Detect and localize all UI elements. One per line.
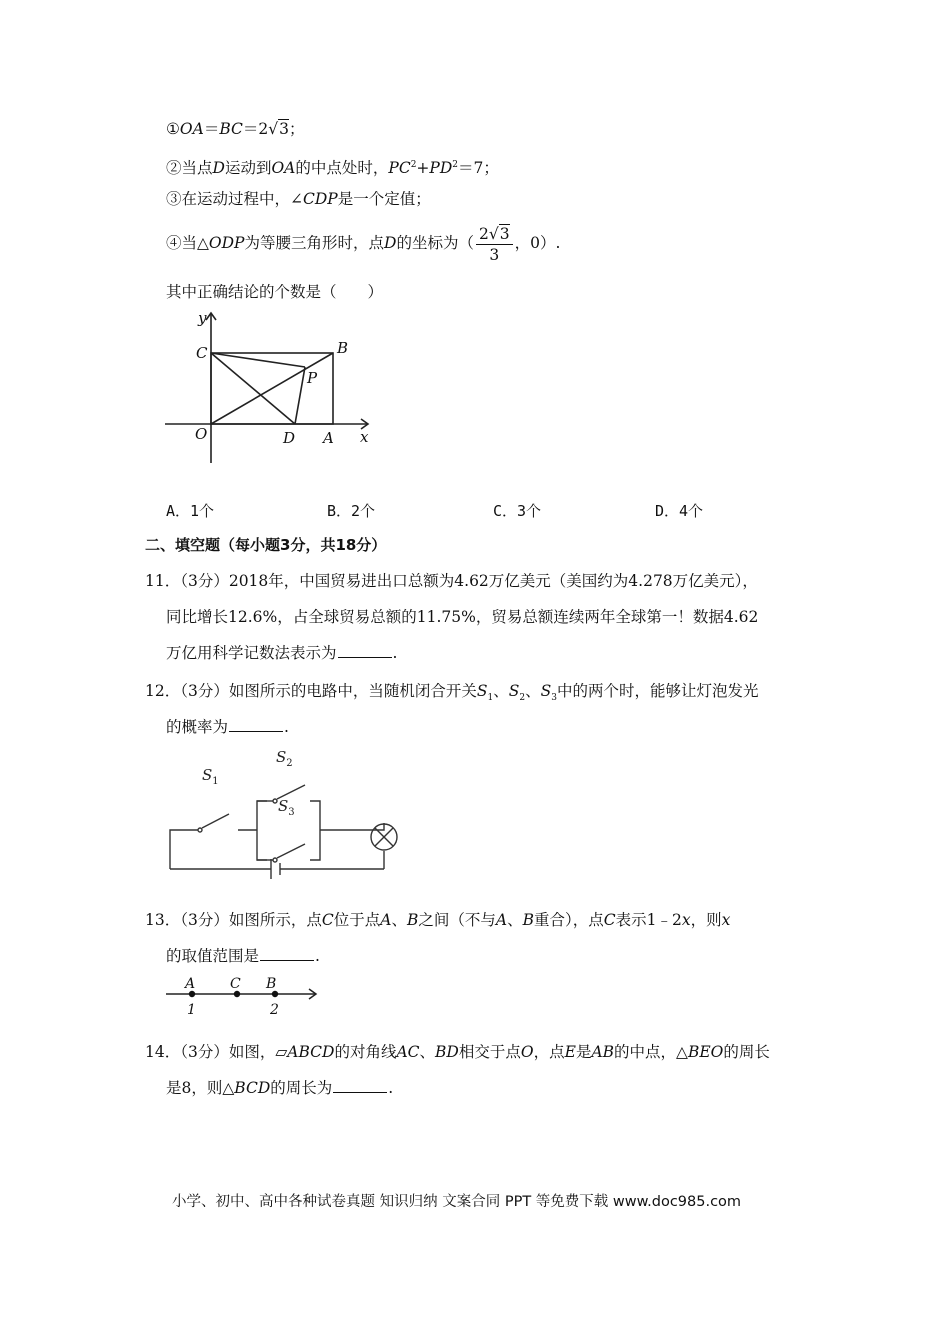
conclusion-2: ②当点D运动到OA的中点处时，$PC^2+PD^2=7$； — [166, 159, 499, 178]
label-x: x — [360, 428, 369, 446]
page-footer: 小学、初中、高中各种试卷真题 知识归纳 文案合同 PPT 等免费下载 www.doc985.com — [172, 1194, 742, 1210]
label-d: D — [283, 429, 296, 447]
conclusion-4: ④当△ODP为等腰三角形时，点D的坐标为（ $\frac{2√3}{3}$ ，0）. — [166, 224, 561, 264]
switch-s2-pivot — [273, 799, 277, 803]
label-s2: $S_2$ — [276, 748, 293, 769]
label-s3: $S_3$ — [278, 797, 295, 818]
junction-right — [310, 801, 320, 860]
q13-line-2: 的取值范围是 . — [166, 947, 320, 965]
choice-b[interactable]: B．2个 — [327, 502, 376, 520]
choice-d[interactable]: D．4个 — [655, 502, 704, 520]
q12-line-2: 的概率为 . — [166, 718, 289, 736]
label-s1: $S_1$ — [202, 766, 219, 787]
segment-pd — [295, 367, 305, 424]
switch-s3-pivot — [273, 858, 277, 862]
label-c: C — [196, 344, 208, 362]
switch-s3-blade — [277, 844, 305, 858]
fraction: $\frac{2√3}{3}$ — [476, 224, 513, 265]
q14-line-2: 是8，则△BCD的周长为 . — [166, 1079, 394, 1097]
q11-line-3: 万亿用科学记数法表示为 . — [166, 644, 398, 662]
junction-left — [257, 801, 267, 860]
label-o: O — [195, 425, 208, 443]
answer-blank[interactable] — [229, 717, 283, 732]
figure-circuit — [160, 742, 410, 887]
question-stem: 其中正确结论的个数是（ ） — [166, 283, 384, 301]
figure-rectangle-coordinates — [160, 305, 380, 475]
label-y: y — [198, 309, 207, 327]
answer-blank[interactable] — [260, 946, 314, 961]
choice-c[interactable]: C．3个 — [493, 502, 542, 520]
answer-blank[interactable] — [333, 1078, 387, 1093]
diagonal-cb-to-o — [211, 353, 333, 424]
q14-line-1: 14．（3分）如图，▱ABCD的对角线AC、BD相交于点O，点E是AB的中点，△BEO的周长 — [145, 1043, 770, 1061]
label-a: A — [185, 976, 196, 992]
q12-line-1: 12．（3分）如图所示的电路中，当随机闭合开关$S_1$、$S_2$、$S_3$中的两个时，能够让灯泡发光 — [145, 682, 759, 704]
switch-s1-pivot — [198, 828, 202, 832]
wire-left — [170, 830, 198, 869]
q11-line-1: 11．（3分）2018年，中国贸易进出口总额为4.62万亿美元（美国约为4.278万亿美元）， — [145, 572, 758, 590]
label-b: B — [266, 976, 277, 992]
conclusion-3: ③在运动过程中，∠CDP是一个定值； — [166, 190, 431, 208]
switch-s1-blade — [202, 814, 229, 828]
label-b: B — [337, 339, 349, 357]
label-a: A — [323, 429, 334, 447]
label-c: C — [230, 976, 241, 992]
answer-blank[interactable] — [338, 643, 392, 658]
label-1: 1 — [187, 1002, 196, 1018]
q13-line-1: 13．（3分）如图所示，点C位于点A、B之间（不与A、B重合），点C表示1﹣2x，则x — [145, 911, 731, 929]
label-p: P — [307, 369, 318, 387]
q11-line-2: 同比增长12.6%，占全球贸易总额的11.75%，贸易总额连续两年全球第一！数据4.62 — [166, 608, 759, 626]
conclusion-1: ①OA＝BC＝2√3； — [166, 120, 305, 138]
choice-a[interactable]: A．1个 — [166, 502, 215, 520]
figure-number-line — [160, 972, 330, 1022]
label-2: 2 — [270, 1002, 279, 1018]
section-heading: 二、填空题（每小题3分，共18分） — [145, 536, 387, 554]
